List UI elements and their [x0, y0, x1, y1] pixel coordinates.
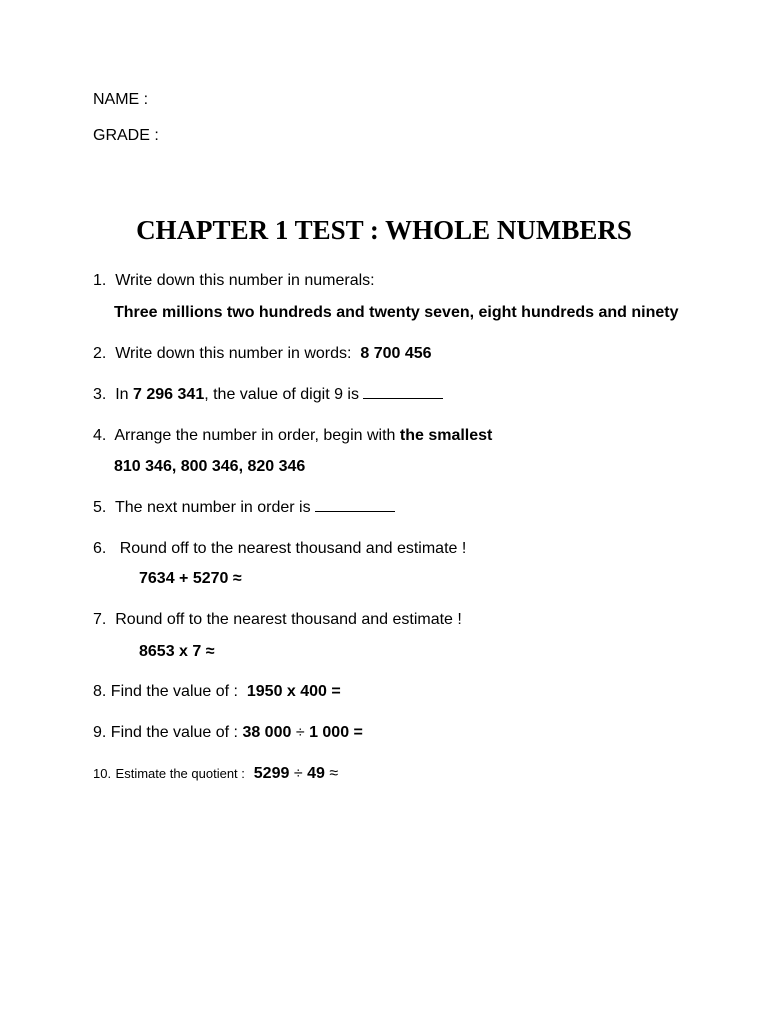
question-number: 8.	[93, 683, 107, 700]
question-8	[93, 682, 341, 702]
question-2	[93, 344, 432, 364]
question-number: 9.	[93, 724, 107, 741]
question-6-expression: 7634 + 5270 ≈	[139, 570, 242, 587]
question-1-number-words: Three millions two hundreds and twenty seven, eight hundreds and ninety	[114, 304, 679, 321]
question-number: 4.	[93, 427, 107, 444]
question-prefix: In	[115, 386, 129, 403]
question-text: Arrange the number in order, begin with	[114, 427, 396, 444]
page-title: CHAPTER 1 TEST : WHOLE NUMBERS	[136, 215, 632, 245]
question-value: 7 296 341	[133, 386, 205, 403]
question-3	[93, 385, 443, 405]
question-1	[93, 271, 375, 291]
approx-sign: ≈	[329, 765, 339, 782]
question-emphasis: the smallest	[399, 427, 493, 444]
question-6	[93, 539, 466, 559]
grade-field-label: GRADE :	[93, 127, 159, 144]
question-text: Round off to the nearest thousand and estimate !	[119, 540, 467, 557]
question-text: Find the value of :	[110, 724, 238, 741]
question-divisor: 1 000 =	[309, 724, 363, 741]
question-text: Write down this number in numerals:	[115, 272, 375, 289]
question-number: 2.	[93, 345, 107, 362]
question-text: Find the value of :	[110, 683, 238, 700]
question-10	[93, 764, 338, 784]
question-dividend: 38 000	[242, 724, 292, 741]
name-field-label: NAME :	[93, 91, 149, 108]
question-7	[93, 610, 462, 630]
question-4-numbers: 810 346, 800 346, 820 346	[114, 458, 306, 475]
question-text: Estimate the quotient :	[115, 766, 245, 781]
question-text: Round off to the nearest thousand and estimate !	[115, 611, 462, 628]
question-number: 7.	[93, 611, 107, 628]
question-text: Write down this number in words:	[115, 345, 352, 362]
answer-blank[interactable]	[315, 498, 395, 512]
question-9	[93, 723, 363, 743]
question-number: 3.	[93, 386, 107, 403]
question-number: 10.	[93, 766, 112, 781]
question-number: 6.	[93, 540, 107, 557]
question-text: , the value of digit 9 is	[204, 386, 359, 403]
question-dividend: 5299	[253, 765, 290, 782]
question-divisor: 49	[307, 765, 325, 782]
question-number: 5.	[93, 499, 107, 516]
question-text: The next number in order is	[114, 499, 311, 516]
question-number: 1.	[93, 272, 107, 289]
question-expression: 1950 x 400 =	[246, 683, 341, 700]
division-sign: ÷	[295, 724, 305, 741]
question-4	[93, 426, 492, 446]
question-value: 8 700 456	[360, 345, 432, 362]
answer-blank[interactable]	[363, 385, 443, 399]
division-sign: ÷	[293, 765, 303, 782]
question-5	[93, 498, 395, 518]
question-7-expression: 8653 x 7 ≈	[139, 643, 215, 660]
